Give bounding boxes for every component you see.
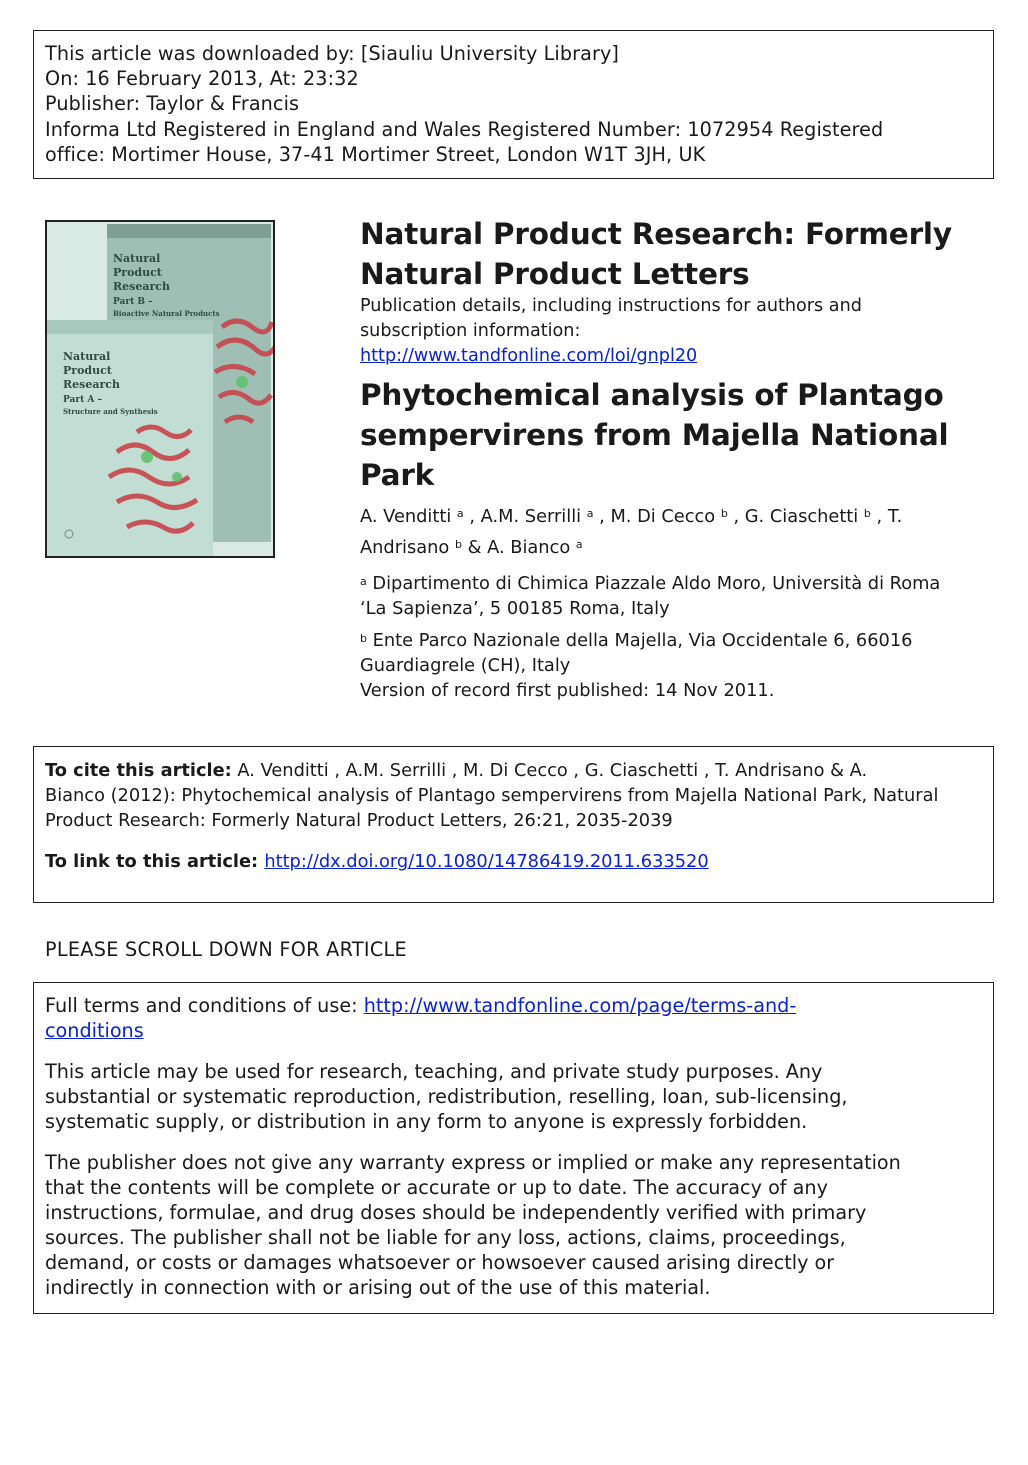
download-line-registration: Informa Ltd Registered in England and Wales Registered Number: 1072954 Registered: [45, 117, 884, 141]
terms-p2-line4: sources. The publisher shall not be liable for any loss, actions, claims, proceedings,: [45, 1226, 846, 1249]
svg-text:Natural: Natural: [113, 252, 161, 265]
cite-line3: Product Research: Formerly Natural Product Letters, 26:21, 2035-2039: [45, 809, 673, 831]
article-title-line1: Phytochemical analysis of Plantago: [360, 378, 944, 412]
author-name: A. Venditti: [360, 506, 457, 527]
article-title-line3: Park: [360, 458, 435, 492]
affil-a-line1: Dipartimento di Chimica Piazzale Aldo Moro, Università di Roma: [366, 573, 941, 594]
author-name: , A.M. Serrilli: [463, 506, 587, 527]
author-name: & A. Bianco: [461, 537, 576, 558]
author-list: [360, 501, 1000, 563]
cite-label: To cite this article:: [45, 760, 232, 781]
terms-p1-line1: This article may be used for research, teaching, and private study purposes. Any: [45, 1060, 823, 1083]
svg-text:Research: Research: [113, 280, 170, 293]
terms-box: [33, 982, 994, 1314]
terms-intro: Full terms and conditions of use:: [45, 994, 364, 1017]
svg-text:Structure and Synthesis: Structure and Synthesis: [63, 407, 158, 416]
affil-b-line2: Guardiagrele (CH), Italy: [360, 655, 571, 676]
author-name: , T.: [870, 506, 903, 527]
svg-text:Product: Product: [113, 266, 162, 279]
affil-marker-a: a: [360, 575, 367, 588]
article-title-line2: sempervirens from Majella National: [360, 418, 949, 452]
link-label: To link to this article:: [45, 851, 265, 873]
svg-text:Research: Research: [63, 378, 120, 391]
doi-link[interactable]: http://dx.doi.org/10.1080/14786419.2011.633520: [264, 851, 709, 873]
svg-text:Bioactive Natural Products: Bioactive Natural Products: [113, 309, 220, 318]
article-header: [360, 214, 1000, 703]
svg-text:Product: Product: [63, 364, 112, 377]
svg-text:Part A –: Part A –: [63, 395, 103, 405]
terms-p2-line5: demand, or costs or damages whatsoever or howsoever caused arising directly or: [45, 1251, 835, 1274]
svg-text:Natural: Natural: [63, 350, 111, 363]
terms-p2-line3: instructions, formulae, and drug doses should be independently verified with primary: [45, 1201, 867, 1224]
affil-b-line1: Ente Parco Nazionale della Majella, Via Occidentale 6, 66016: [366, 630, 913, 651]
publication-details-line1: Publication details, including instructions for authors and: [360, 296, 862, 316]
citation-box: [33, 746, 994, 903]
terms-p1-line2: substantial or systematic reproduction, redistribution, reselling, loan, sub-licensing,: [45, 1085, 848, 1108]
author-affil-marker: b: [454, 538, 462, 551]
author-affil-marker: b: [720, 507, 728, 520]
terms-url-link-continued[interactable]: conditions: [45, 1019, 144, 1042]
download-line-date: On: 16 February 2013, At: 23:32: [45, 67, 359, 91]
affil-marker-b: b: [360, 632, 367, 645]
affiliation-b: [360, 628, 1000, 703]
scroll-down-notice: PLEASE SCROLL DOWN FOR ARTICLE: [45, 938, 407, 961]
journal-title-line2: Natural Product Letters: [360, 257, 750, 291]
download-info-box: [33, 30, 994, 179]
download-line-publisher: Publisher: Taylor & Francis: [45, 92, 300, 116]
authors-line2: [360, 532, 1000, 563]
terms-p2-line6: indirectly in connection with or arising out of the use of this material.: [45, 1276, 711, 1299]
publication-details-line2: subscription information:: [360, 321, 581, 341]
terms-url-link[interactable]: http://www.tandfonline.com/page/terms-and-: [363, 994, 797, 1017]
author-affil-marker: a: [586, 507, 594, 520]
terms-p2-line1: The publisher does not give any warranty express or implied or make any representation: [45, 1151, 901, 1174]
terms-p2-line2: that the contents will be complete or accurate or up to date. The accuracy of any: [45, 1176, 828, 1199]
journal-url-link[interactable]: http://www.tandfonline.com/loi/gnpl20: [360, 346, 698, 366]
terms-p1-line3: systematic supply, or distribution in any form to anyone is expressly forbidden.: [45, 1110, 808, 1133]
version-of-record: Version of record first published: 14 Nov 2011.: [360, 680, 775, 701]
journal-cover-image: [45, 220, 275, 558]
author-affil-marker: a: [575, 538, 583, 551]
author-affil-marker: a: [456, 507, 464, 520]
authors-line1: [360, 501, 1000, 532]
cite-line1: A. Venditti , A.M. Serrilli , M. Di Cecco , G. Ciaschetti , T. Andrisano & A.: [231, 760, 868, 781]
author-name: Andrisano: [360, 537, 455, 558]
affiliation-a: [360, 571, 1000, 621]
affil-a-line2: ‘La Sapienza’, 5 00185 Roma, Italy: [360, 598, 670, 619]
cite-line2: Bianco (2012): Phytochemical analysis of Plantago sempervirens from Majella National Park, Natural: [45, 784, 939, 806]
author-name: , G. Ciaschetti: [727, 506, 864, 527]
journal-title-line1: Natural Product Research: Formerly: [360, 217, 952, 251]
author-affil-marker: b: [863, 507, 871, 520]
author-name: , M. Di Cecco: [593, 506, 721, 527]
cover-art: [47, 222, 273, 556]
download-line-library: This article was downloaded by: [Siauliu University Library]: [45, 42, 620, 65]
article-title: [360, 375, 1000, 495]
download-line-office: office: Mortimer House, 37-41 Mortimer Street, London W1T 3JH, UK: [45, 142, 706, 166]
svg-text:Part B –: Part B –: [113, 297, 153, 307]
